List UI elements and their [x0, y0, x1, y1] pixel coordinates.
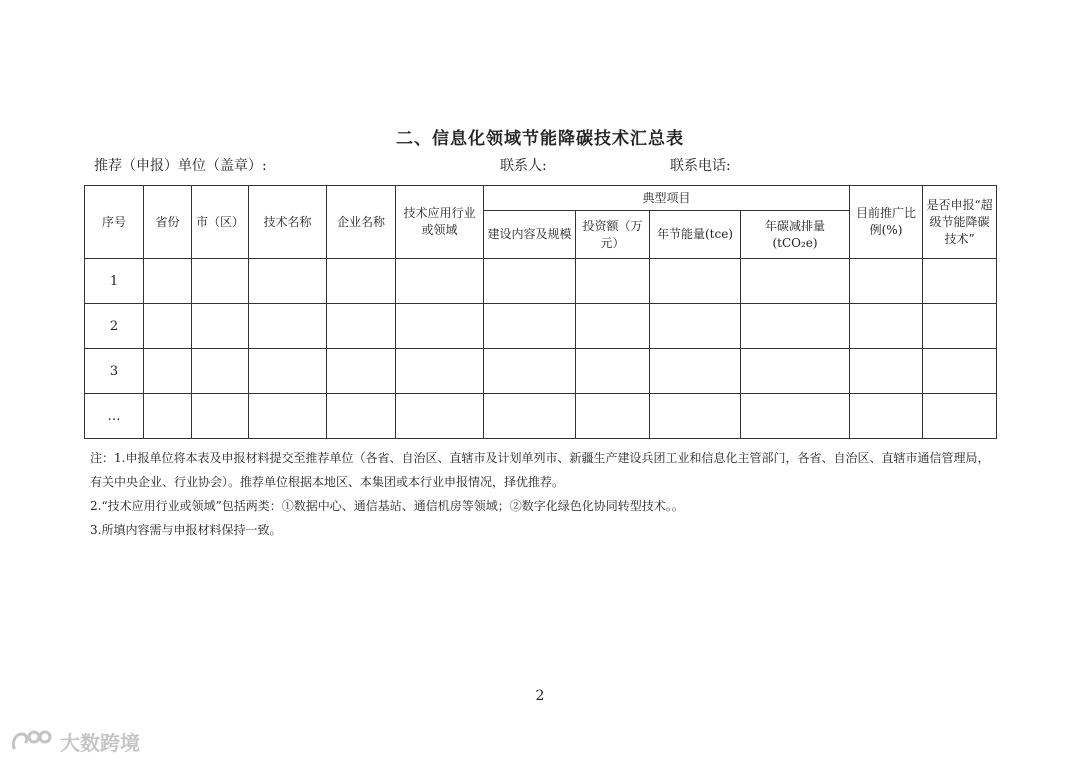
row-seq: 2 — [85, 304, 144, 349]
col-company: 企业名称 — [327, 186, 396, 259]
table-row — [85, 349, 997, 394]
table-row — [85, 304, 997, 349]
page-number: 2 — [535, 688, 545, 704]
col-typical-project: 典型项目 — [484, 186, 850, 211]
page-title: 二、信息化领域节能降碳技术汇总表 — [396, 129, 684, 149]
col-build: 建设内容及规模 — [484, 211, 576, 259]
col-carbon: 年碳减排量(tCO₂e) — [741, 211, 850, 259]
col-tech-name: 技术名称 — [249, 186, 327, 259]
col-ratio: 目前推广比例(%) — [850, 186, 923, 259]
contact-label: 联系人: — [500, 158, 547, 174]
note-item: 3.所填内容需与申报材料保持一致。 — [90, 523, 282, 537]
col-seq: 序号 — [85, 186, 144, 259]
watermark-logo-icon — [10, 728, 54, 754]
phone-label: 联系电话: — [670, 158, 731, 174]
table-row — [85, 394, 997, 439]
row-seq: 3 — [85, 349, 144, 394]
col-super-tech: 是否申报“超级节能降碳技术” — [923, 186, 997, 259]
watermark — [10, 726, 140, 756]
col-industry: 技术应用行业或领域 — [396, 186, 484, 259]
col-province: 省份 — [144, 186, 192, 259]
note-item: 2.“技术应用行业或领域”包括两类：①数据中心、通信基站、通信机房等领域；②数字化绿色化协同转型技术。。 — [90, 499, 684, 513]
col-city: 市（区） — [192, 186, 249, 259]
notes — [90, 446, 995, 542]
unit-label: 推荐（申报）单位（盖章）: — [94, 158, 267, 174]
row-seq: 1 — [85, 259, 144, 304]
col-energy: 年节能量(tce) — [650, 211, 741, 259]
row-seq: … — [85, 394, 144, 439]
watermark-text: 大数跨境 — [60, 730, 140, 755]
col-investment: 投资额（万元） — [576, 211, 650, 259]
summary-table — [84, 185, 997, 439]
note-item: 注：1.申报单位将本表及申报材料提交至推荐单位（各省、自治区、直辖市及计划单列市、新疆生产建设兵团工业和信息化主管部门，各省、自治区、直辖市通信管理局，有关中央企业、行业协会）。推荐单位根据本地区、本集团或本行业申报情况，择优推荐。 — [90, 451, 990, 489]
table-row — [85, 259, 997, 304]
